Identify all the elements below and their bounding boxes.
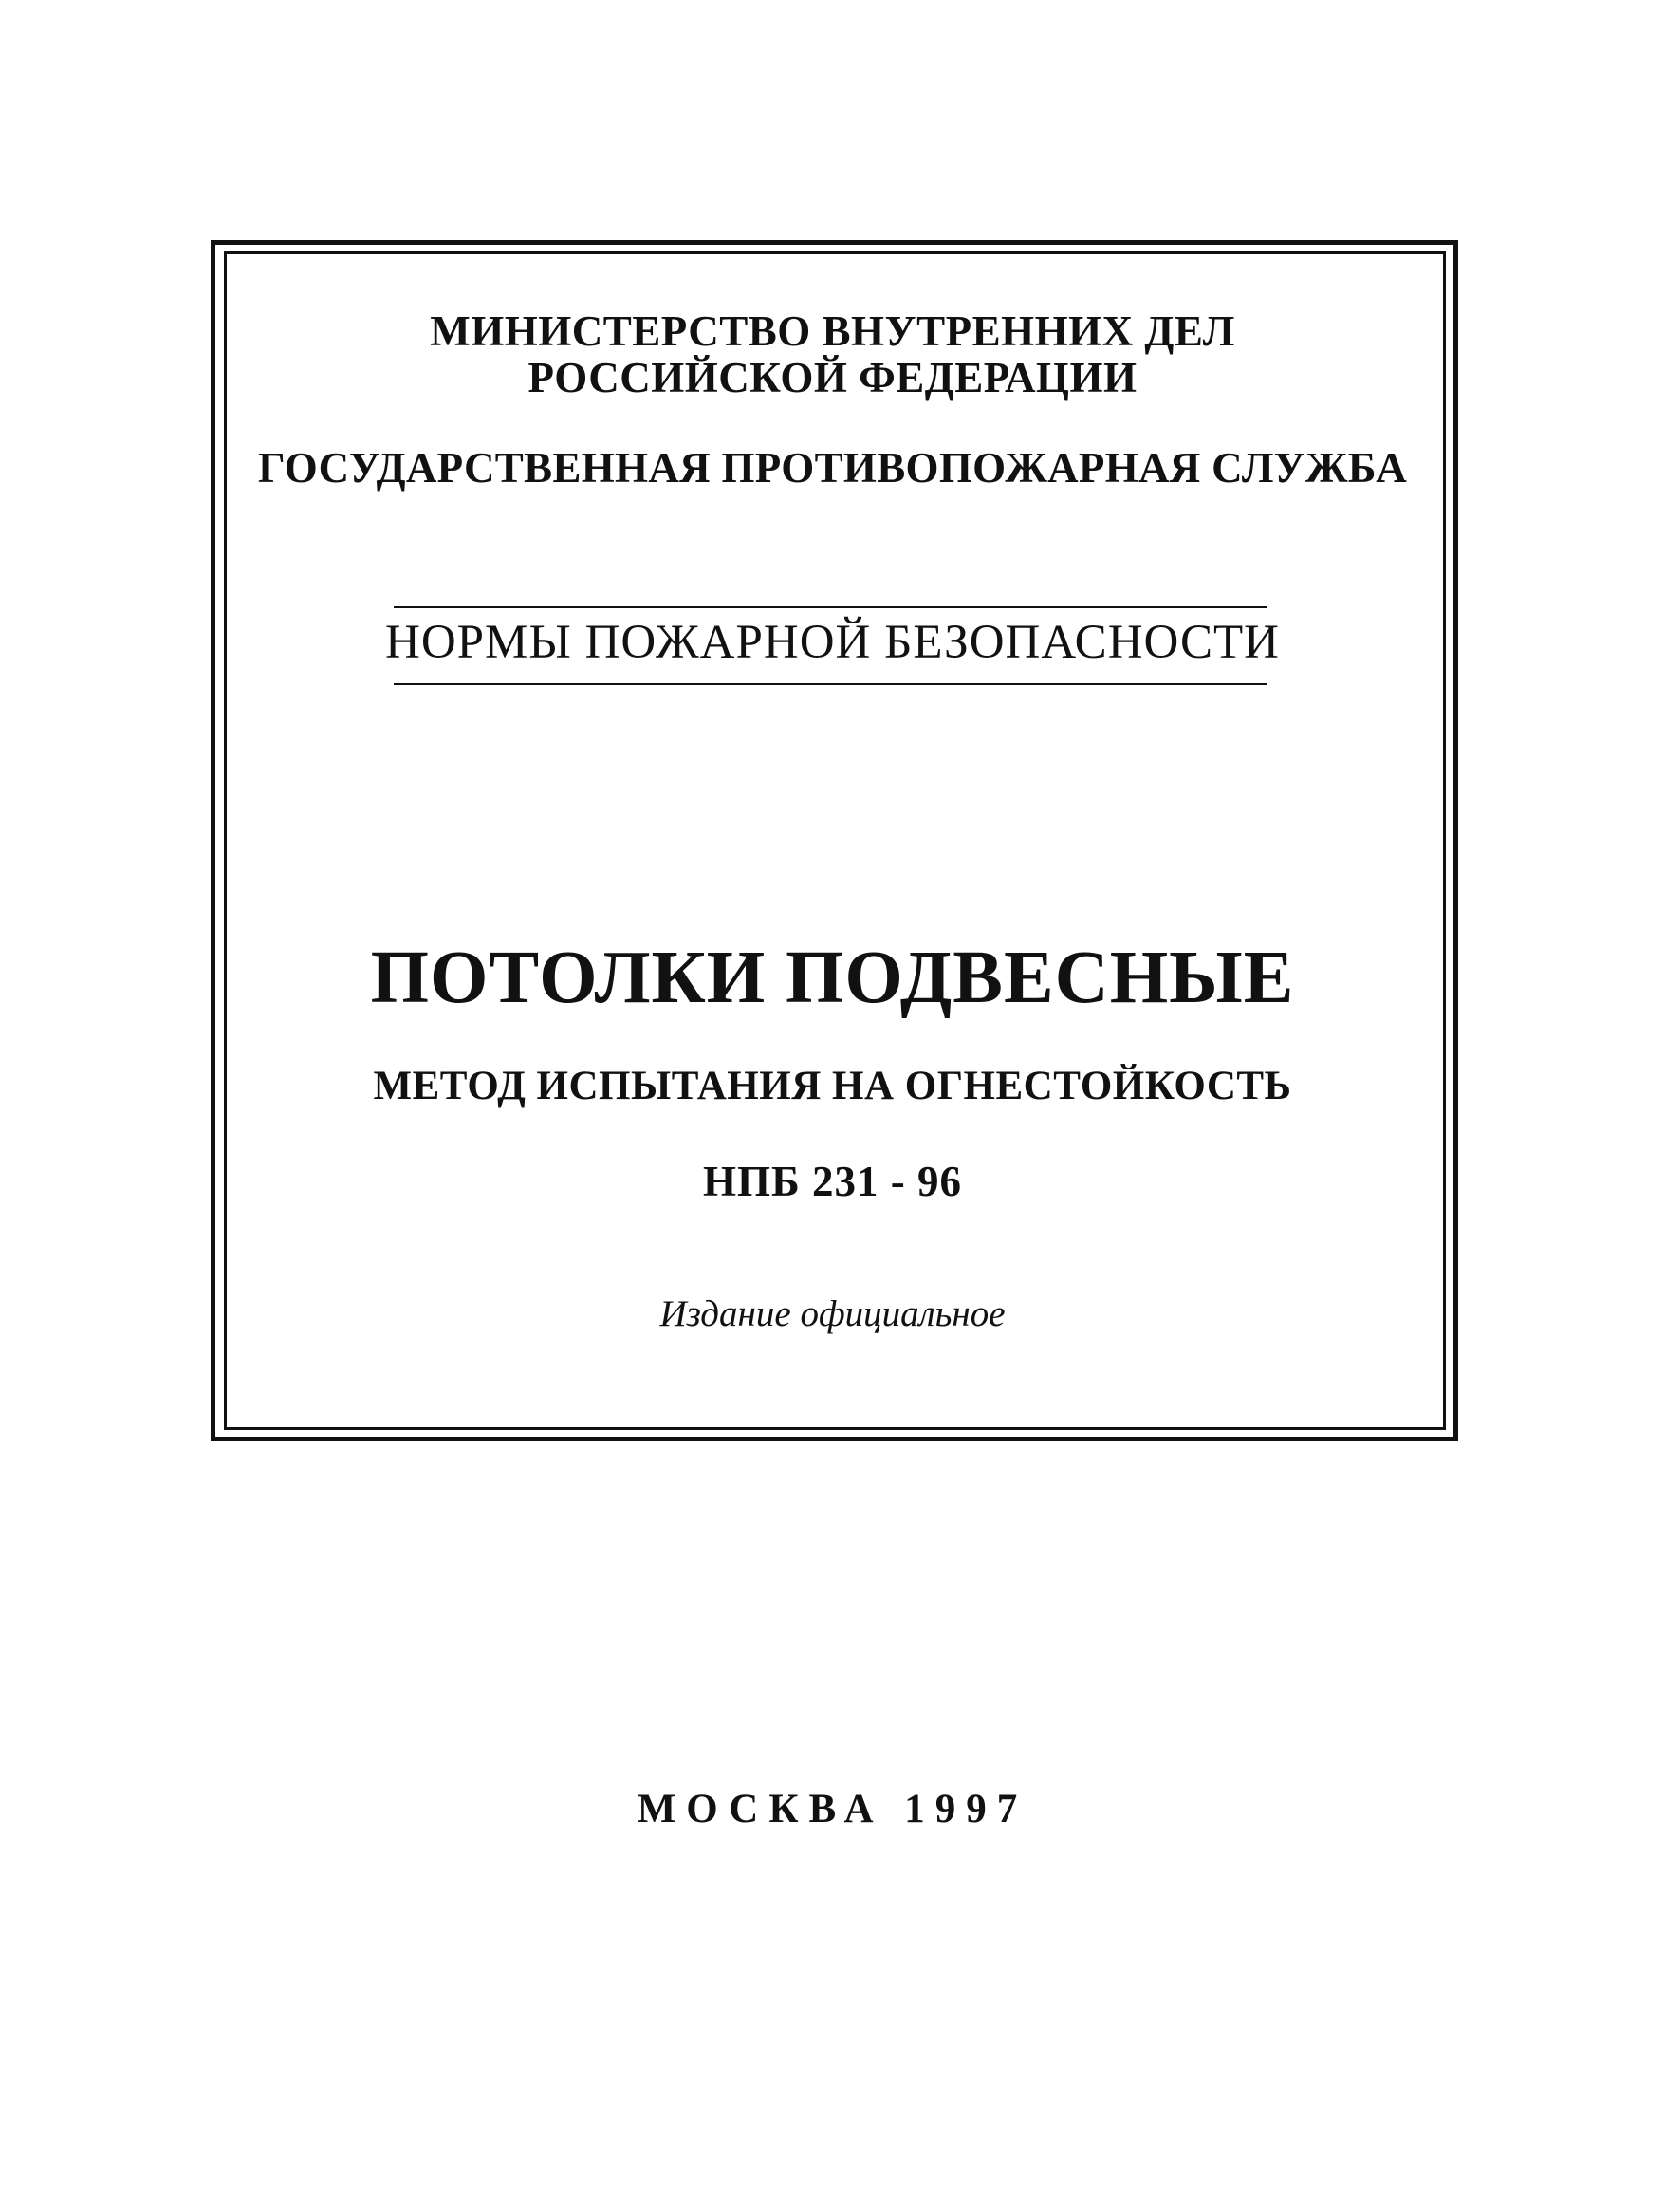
service-name: ГОСУДАРСТВЕННАЯ ПРОТИВОПОЖАРНАЯ СЛУЖБА [257, 444, 1408, 492]
ministry-name-line-1: МИНИСТЕРСТВО ВНУТРЕННИХ ДЕЛ [430, 307, 1235, 355]
ministry-name-line-2: РОССИЙСКОЙ ФЕДЕРАЦИИ [527, 354, 1138, 401]
norms-rule-bottom [394, 683, 1267, 685]
city-year: МОСКВА 1997 [637, 1787, 1028, 1831]
cover-frame-inner [224, 251, 1446, 1430]
edition-note: Издание официальное [659, 1293, 1006, 1334]
norms-rule-top [394, 606, 1267, 608]
document-code: НПБ 231 - 96 [703, 1158, 962, 1205]
norms-heading: НОРМЫ ПОЖАРНОЙ БЕЗОПАСНОСТИ [385, 616, 1280, 669]
document-subtitle: МЕТОД ИСПЫТАНИЯ НА ОГНЕСТОЙКОСТЬ [373, 1064, 1292, 1108]
document-title: ПОТОЛКИ ПОДВЕСНЫЕ [370, 937, 1295, 1019]
